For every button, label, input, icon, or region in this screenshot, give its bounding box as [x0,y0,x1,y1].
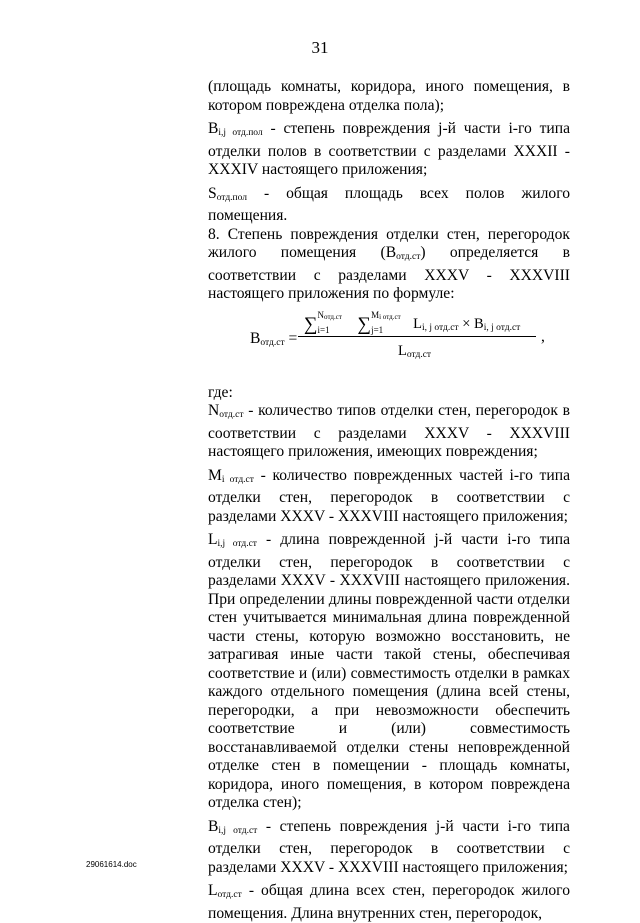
paragraph-wall-types-count [208,402,570,462]
section-text-continued: ) определяется в соответствии с разделами XXXV - XXXVIII настоящего приложения по формуле: [208,244,570,302]
fraction-bar [298,336,536,337]
page-number: 31 [311,38,329,57]
numerator-length-symbol: L [413,315,422,332]
formula-lhs [250,330,297,353]
where-label: где: [208,383,233,401]
symbol: L [208,531,218,548]
symbol: L [208,882,218,899]
document-body [208,78,570,923]
paragraph-wall-damage-degree [208,818,570,878]
formula-lhs-subscript: отд.ст [260,337,285,348]
formula-denominator [398,342,431,365]
formula-numerator [304,309,521,338]
formula-lhs-symbol: B [250,329,261,347]
sum-limits-inner [371,309,405,335]
sum-limits-outer [317,309,346,335]
numerator-length-subscript: i, j отд.ст [421,322,459,333]
limit-subscript: отд.ст [324,312,342,321]
limit-subscript: i отд.ст [379,312,401,321]
symbol-subscript: i,j отд.ст [218,825,258,836]
paragraph-wall-part-length [208,531,570,813]
denominator-subscript: отд.ст [406,349,432,360]
definition-text: - длина поврежденной j-й части i-го типа отделки стен, перегородок в соответствии с разделами XXXV - XXXVIII настоящего приложения. При определении длины поврежденной части отделки стен учитывается минимальная длина поврежденной части стены, которую возможно восстановить, не затрагивая иные части такой стены, обеспечивая соответствие и (или) совместимость отделки в рамках каждого отдельного помещения (длина всей стены, перегородки, а при невозможности обеспечить соответствие и (или) совместимость восстанавливаемой отделки стены неповрежденной отделке стен в помещении - площадь комнаты, коридора, иного помещения, в котором повреждена отделка стен); [208,531,570,811]
sum-lower-limit-outer: i=1 [317,324,330,335]
definition-text: - количество поврежденных частей i-го типа отделки стен, перегородок в соответствии с разделами XXXV - XXXVIII настоящего приложения; [208,466,570,525]
definition-text: - степень повреждения j-й части i-го типа отделки полов в соответствии с разделами XXXII - XXXIV настоящего приложения; [208,120,570,178]
symbol-subscript: отд.ст [219,410,244,420]
sum-sign-outer: ∑ [304,313,318,335]
symbol-subscript: отд.пол [216,192,247,203]
paragraph-floor-area-note: (площадь комнаты, коридора, иного помещения, в котором повреждена отделка пола); [208,78,570,114]
symbol-subscript: i отд.ст [221,474,254,485]
symbol: B [208,120,219,137]
symbol-subscript: отд.ст [217,890,242,900]
paragraph-floor-damage-degree [208,120,570,180]
sum-lower-limit-inner: j=1 [371,324,384,335]
paragraph-wall-parts-count [208,467,570,527]
document-filename-footer: 29061614.doc [86,860,137,869]
paragraph-floor-total-area [208,185,570,226]
definition-text: - общая длина всех стен, перегородок жилого помещения. Длина внутренних стен, перегородок, [208,882,570,922]
paragraph-wall-total-length [208,882,570,923]
symbol-subscript: i,j отд.пол [218,128,263,138]
formula-equals: = [284,329,298,347]
wall-damage-formula [208,306,570,380]
numerator-degree-symbol: B [474,315,484,332]
limit-symbol: N [317,309,325,320]
definition-text: - общая площадь всех полов жилого помещения. [208,184,570,224]
symbol: S [208,184,217,202]
symbol-subscript: i,j отд.ст [217,539,257,549]
paragraph-section-8 [208,226,570,304]
times-sign: × [458,315,475,332]
formula-comma: , [541,327,545,345]
definition-text: - количество типов отделки стен, перегородок в соответствии с разделами XXXV - XXXVIII настоящего приложения, имеющих повреждения; [208,402,570,460]
numerator-degree-subscript: i, j отд.ст [483,322,521,333]
symbol: M [208,466,222,484]
denominator-symbol: L [398,342,407,359]
section-text: 8. Степень повреждения отделки стен, перегородок жилого помещения (B [208,225,570,261]
symbol: N [208,402,220,419]
symbol: B [208,817,219,835]
definition-text: - степень повреждения j-й части i-го типа отделки стен, перегородок в соответствии с разделами XXXV - XXXVIII настоящего приложения; [208,817,570,876]
limit-symbol: M [371,309,380,320]
symbol-subscript: отд.ст [396,252,421,262]
sum-sign-inner: ∑ [357,313,372,335]
